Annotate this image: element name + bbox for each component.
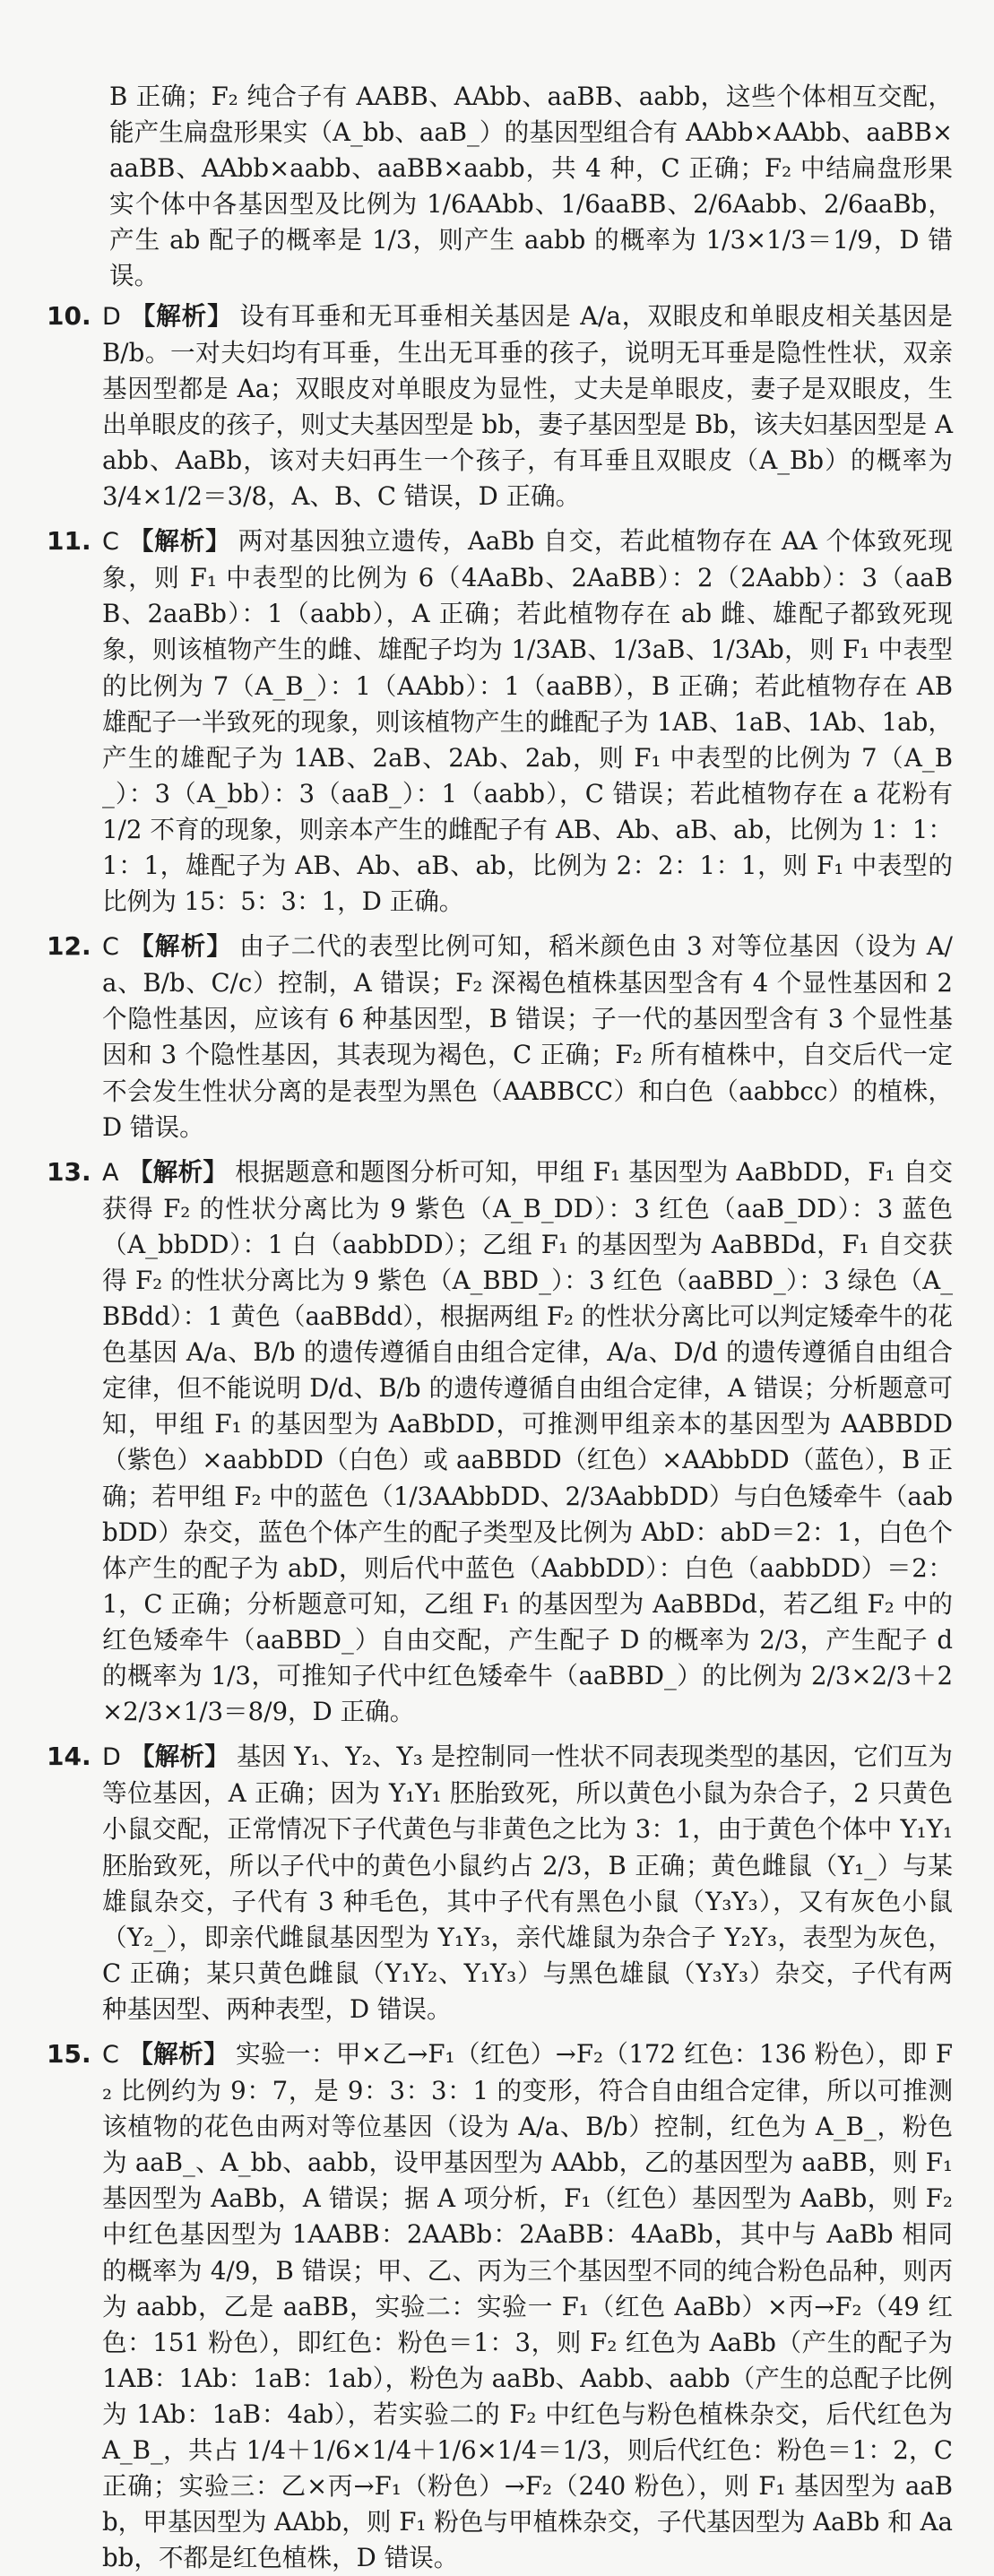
analysis-text: 基因 Y₁、Y₂、Y₃ 是控制同一性状不同表现类型的基因，它们互为等位基因，A 正确；因为 Y₁Y₁ 胚胎致死，所以黄色小鼠为杂合子，2 只黄色小鼠交配，正常情况下子代黄色与非黄色之比为 3：1，由于黄色个体中 Y₁Y₁ 胚胎致死，所以子代中的黄色小鼠约占 2/3，B 正确；黄色雌鼠（Y₁_）与某雄鼠杂交，子代有 3 种毛色，其中子代有黑色小鼠（Y₃Y₃），又有灰色小鼠（Y₂_），即亲代雌鼠基因型为 Y₁Y₃，亲代雄鼠为杂合子 Y₂Y₃，表型为灰色，C 正确；某只黄色雌鼠（Y₁Y₂、Y₁Y₃）与黑色雄鼠（Y₃Y₃）杂交，子代有两种基因型、两种表型，D 错误。 [102,1742,953,2024]
analysis-text: 由子二代的表型比例可知，稻米颜色由 3 对等位基因（设为 A/a、B/b、C/c）控制，A 错误；F₂ 深褐色植株基因型含有 4 个显性基因和 2 个隐性基因，应该有 6 种基因型，B 错误；子一代的基因型含有 3 个显性基因和 3 个隐性基因，其表现为褐色，C 正确；F₂ 所有植株中，自交后代一定不会发生性状分离的是表型为黑色（AABBCC）和白色（aabbcc）的植株，D 错误。 [102,931,953,1142]
item-body [102,1154,953,1731]
answer-item-11 [47,523,953,920]
item-body [102,1739,953,2027]
answer-letter: D [102,1743,121,1772]
item-number: 14. [47,1742,91,1772]
analysis-text: 两对基因独立遗传，AaBb 自交，若此植物存在 AA 个体致死现象，则 F₁ 中表型的比例为 6（4AaBb、2AaBB）：2（2Aabb）：3（aaBB、2aaBb）：1（aabb），A 正确；若此植物存在 ab 雌、雄配子都致死现象，则该植物产生的雌、雄配子均为 1/3AB、1/3aB、1/3Ab，则 F₁ 中表型的比例为 7（A_B_）：1（AAbb）：1（aaBB），B 正确；若此植物存在 AB 雄配子一半致死的现象，则该植物产生的雌配子为 1AB、1aB、1Ab、1ab，产生的雄配子为 1AB、2aB、2Ab、2ab，则 F₁ 中表型的比例为 7（A_B_）：3（A_bb）：3（aaB_）：1（aabb），C 错误；若此植物存在 a 花粉有 1/2 不育的现象，则亲本产生的雌配子有 AB、Ab、aB、ab，比例为 1：1：1：1，雄配子为 AB、Ab、aB、ab，比例为 2：2：1：1，则 F₁ 中表型的比例为 15：5：3：1，D 正确。 [102,526,953,917]
analysis-tag: 【解析】 [127,526,231,557]
analysis-text: 实验一：甲×乙→F₁（红色）→F₂（172 红色：136 粉色），即 F₂ 比例约为 9：7，是 9：3：3：1 的变形，符合自由组合定律，所以可推测该植物的花色由两对等位基因（设为 A/a、B/b）控制，红色为 A_B_，粉色为 aaB_、A_bb、aabb，设甲基因型为 AAbb，乙的基因型为 aaBB，则 F₁ 基因型为 AaBb，A 错误；据 A 项分析，F₁（红色）基因型为 AaBb，则 F₂ 中红色基因型为 1AABB：2AABb：2AaBB：4AaBb，其中与 AaBb 相同的概率为 4/9，B 错误；甲、乙、丙为三个基因型不同的纯合粉色品种，则丙为 aabb，乙是 aaBB，实验二：实验一 F₁（红色 AaBb）×丙→F₂（49 红色：151 粉色），即红色：粉色＝1：3，则 F₂ 红色为 AaBb（产生的配子为 1AB：1Ab：1aB：1ab），粉色为 aaBb、Aabb、aabb（产生的总配子比例为 1Ab：1aB：4ab），若实验二的 F₂ 中红色与粉色植株杂交，后代红色为 A_B_，共占 1/4＋1/6×1/4＋1/6×1/4＝1/3，则后代红色：粉色＝1：2，C 正确；实验三：乙×丙→F₁（粉色）→F₂（240 粉色），则 F₁ 基因型为 aaBb，甲基因型为 AAbb，则 F₁ 粉色与甲植株杂交，子代基因型为 AaBb 和 Aabb，不都是红色植株，D 错误。 [102,2038,953,2573]
item-number: 11. [47,526,91,557]
analysis-tag: 【解析】 [127,1156,229,1187]
answer-letter: C [102,2040,119,2069]
analysis-text: 根据题意和题图分析可知，甲组 F₁ 基因型为 AaBbDD，F₁ 自交获得 F₂ 的性状分离比为 9 紫色（A_B_DD）：3 红色（aaB_DD）：3 蓝色（A_bbDD）：1 白（aabbDD）；乙组 F₁ 的基因型为 AaBBDd，F₁ 自交获得 F₂ 的性状分离比为 9 紫色（A_BBD_）：3 红色（aaBBD_）：3 绿色（A_BBdd）：1 黄色（aaBBdd），根据两组 F₂ 的性状分离比可以判定矮牵牛的花色基因 A/a、B/b 的遗传遵循自由组合定律，A/a、D/d 的遗传遵循自由组合定律，但不能说明 D/d、B/b 的遗传遵循自由组合定律，A 错误；分析题意可知，甲组 F₁ 的基因型为 AaBbDD，可推测甲组亲本的基因型为 AABBDD（紫色）×aabbDD（白色）或 aaBBDD（红色）×AAbbDD（蓝色），B 正确；若甲组 F₂ 中的蓝色（1/3AAbbDD、2/3AabbDD）与白色矮牵牛（aabbDD）杂交，蓝色个体产生的配子类型及比例为 AbD：abD＝2：1，白色个体产生的配子为 abD，则后代中蓝色（AabbDD）：白色（aabbDD）＝2：1，C 正确；分析题意可知，乙组 F₁ 的基因型为 AaBBDd，若乙组 F₂ 中的红色矮牵牛（aaBBD_）自由交配，产生配子 D 的概率为 2/3，产生配子 d 的概率为 1/3，可推知子代中红色矮牵牛（aaBBD_）的比例为 2/3×2/3＋2×2/3×1/3＝8/9，D 正确。 [102,1156,953,1727]
item-number: 10. [47,300,91,331]
item-number: 12. [47,931,91,962]
item-body [102,2036,953,2576]
item-body [102,523,953,920]
analysis-tag: 【解析】 [127,2038,229,2069]
item-number: 13. [47,1156,91,1187]
analysis-text: 设有耳垂和无耳垂相关基因是 A/a，双眼皮和单眼皮相关基因是 B/b。一对夫妇均有耳垂，生出无耳垂的孩子，说明无耳垂是隐性性状，双亲基因型都是 Aa；双眼皮对单眼皮为显性，丈夫是单眼皮，妻子是双眼皮，生出单眼皮的孩子，则丈夫基因型是 bb，妻子基因型是 Bb，该夫妇基因型是 Aabb、AaBb，该对夫妇再生一个孩子，有耳垂且双眼皮（A_Bb）的概率为 3/4×1/2＝3/8，A、B、C 错误，D 正确。 [102,300,953,512]
answer-item-12 [47,929,953,1145]
item-number: 15. [47,2038,91,2069]
answer-item-14 [47,1739,953,2027]
answer-letter: C [102,933,119,962]
item-body [102,298,953,515]
analysis-tag: 【解析】 [129,300,233,331]
answer-item-13 [47,1154,953,1731]
previous-item-continuation: B 正确；F₂ 纯合子有 AABB、AAbb、aaBB、aabb，这些个体相互交配，能产生扁盘形果实（A_bb、aaB_）的基因型组合有 AAbb×AAbb、aaBB×aaBB、AAbb×aabb、aaBB×aabb，共 4 种，C 正确；F₂ 中结扁盘形果实个体中各基因型及比例为 1/6AAbb、1/6aaBB、2/6Aabb、2/6aaBb，产生 ab 配子的概率是 1/3，则产生 aabb 的概率为 1/3×1/3＝1/9，D 错误。 [109,82,953,291]
answer-item-15 [47,2036,953,2576]
answer-letter: C [102,528,119,557]
item-body [102,929,953,1145]
answer-item-10 [47,298,953,515]
analysis-tag: 【解析】 [129,1742,229,1772]
answer-letter: A [102,1158,119,1187]
answer-letter: D [102,302,121,331]
analysis-tag: 【解析】 [127,931,233,962]
